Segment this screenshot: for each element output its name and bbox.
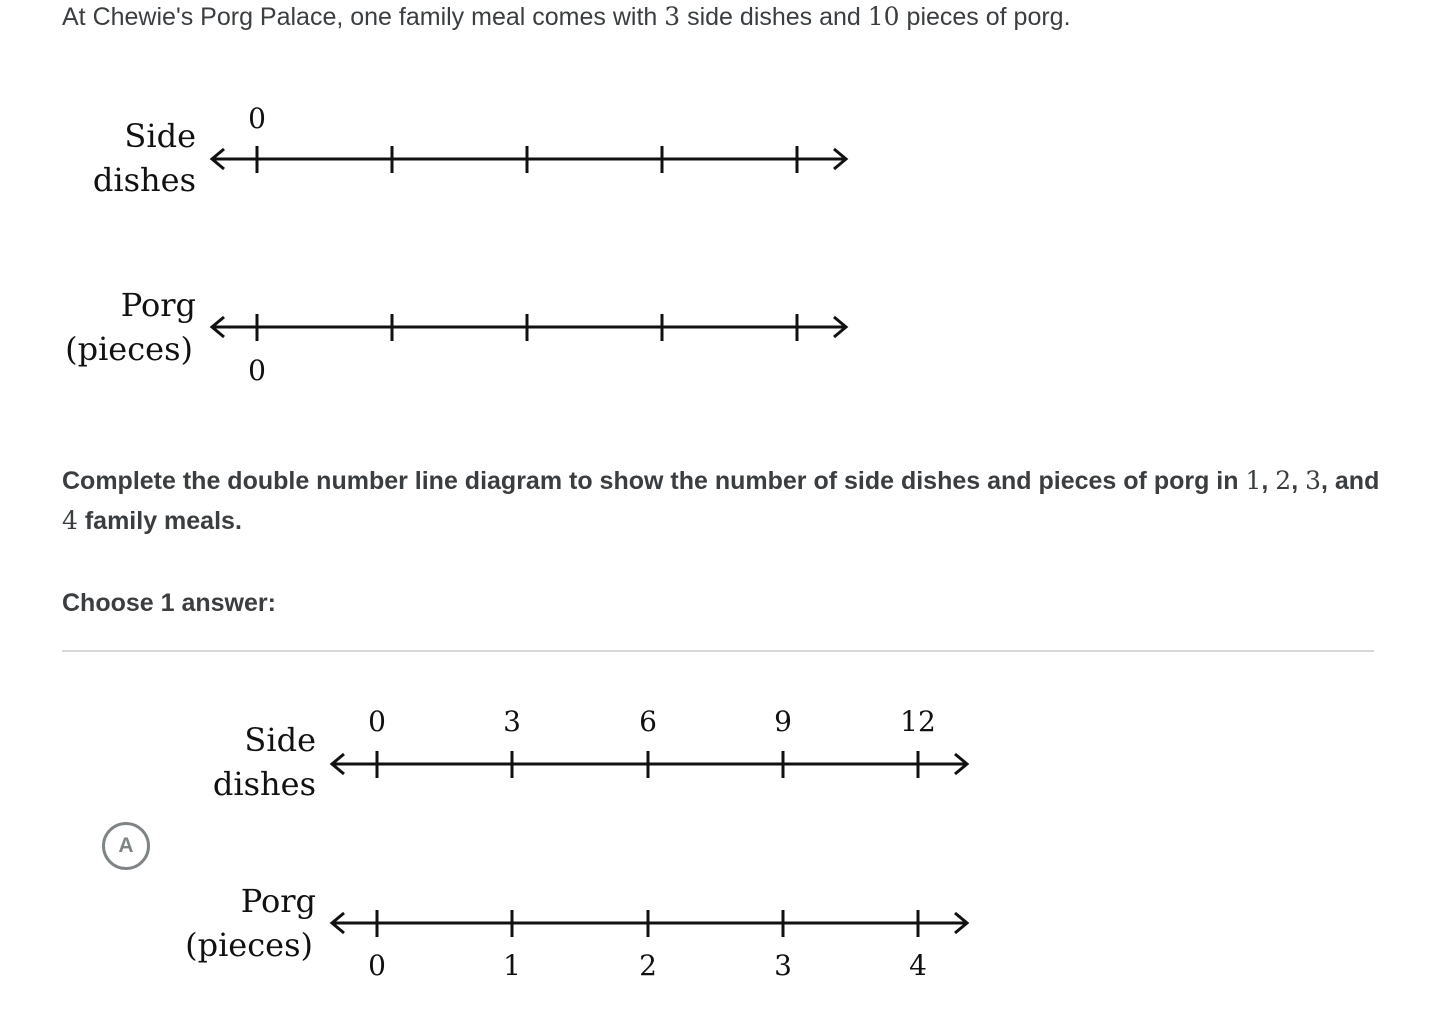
option-a-bottom-tick-label: 2 — [639, 949, 657, 982]
intro-text-after: pieces of porg. — [899, 3, 1071, 31]
option-a-top-label-line2: dishes — [212, 765, 316, 803]
problem-top-label-line1: Side — [124, 117, 196, 155]
intro-text-middle: side dishes and — [680, 3, 868, 31]
option-a-radio[interactable] — [102, 822, 150, 870]
question-prompt — [62, 461, 1392, 541]
option-a-bottom-tick-label: 1 — [503, 949, 521, 982]
intro-porg-count: 10 — [867, 2, 900, 31]
question-number-1: 1 — [1245, 466, 1262, 495]
option-a-top-tick-label: 9 — [774, 705, 792, 738]
problem-top-number-line — [212, 102, 846, 173]
option-a-top-number-line — [332, 705, 967, 778]
problem-top-tick-label: 0 — [248, 102, 266, 135]
problem-bottom-number-line — [212, 314, 846, 387]
option-a-top-tick-label: 6 — [639, 705, 657, 738]
option-a-bottom-label-line1: Porg — [240, 882, 316, 920]
question-number-2: 2 — [1275, 466, 1292, 495]
option-a-diagram[interactable] — [185, 705, 967, 982]
answer-divider — [62, 650, 1374, 652]
option-a-top-label-line1: Side — [244, 721, 316, 759]
intro-side-dishes-count: 3 — [664, 2, 681, 31]
problem-top-label-line2: dishes — [92, 161, 196, 199]
question-separator-2: , — [1291, 467, 1306, 495]
option-a-bottom-tick-label: 3 — [774, 949, 792, 982]
choose-answer-label: Choose 1 answer: — [62, 589, 276, 617]
question-text-2: family meals. — [77, 507, 242, 535]
option-a-bottom-tick-label: 0 — [368, 949, 386, 982]
option-a-top-tick-label: 0 — [368, 705, 386, 738]
problem-bottom-label-line2: (pieces) — [65, 330, 193, 368]
option-a-bottom-tick-label: 4 — [909, 949, 927, 982]
option-a-bottom-number-line — [332, 910, 967, 982]
option-a-top-tick-label: 12 — [900, 705, 936, 738]
question-number-3: 3 — [1305, 466, 1322, 495]
question-separator-3: , and — [1321, 467, 1380, 495]
intro-text-before: At Chewie's Porg Palace, one family meal comes with — [62, 3, 665, 31]
problem-bottom-label-line1: Porg — [120, 286, 196, 324]
question-number-4: 4 — [62, 506, 78, 535]
option-a-top-tick-label: 3 — [503, 705, 521, 738]
question-separator-1: , — [1261, 467, 1276, 495]
option-a-letter: A — [118, 834, 134, 857]
question-text-1: Complete the double number line diagram to show the number of side dishes and pieces of porg in — [62, 467, 1246, 495]
option-a-bottom-label-line2: (pieces) — [185, 926, 313, 964]
problem-bottom-tick-label: 0 — [248, 354, 266, 387]
problem-diagram — [65, 102, 846, 387]
